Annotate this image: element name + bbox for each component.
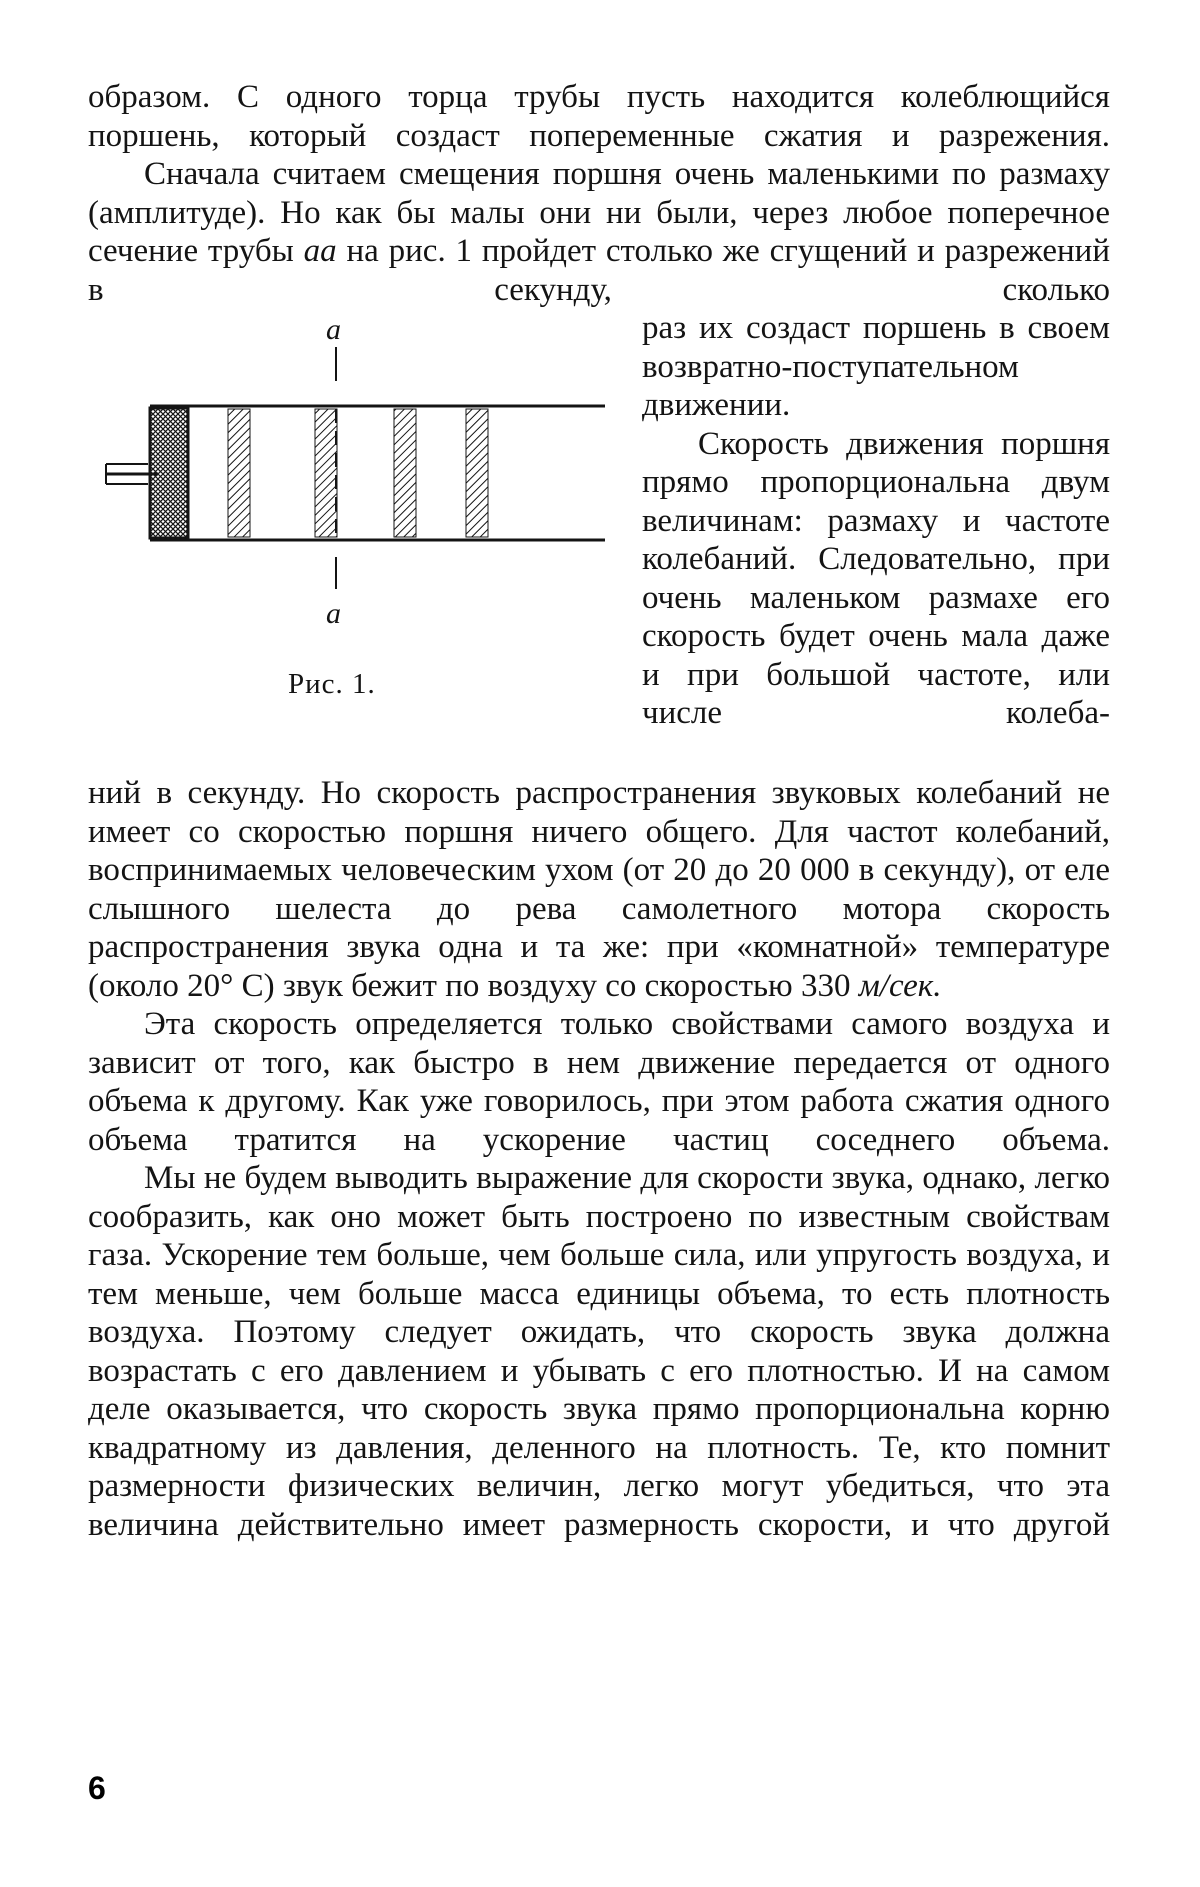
paragraph-2-text-a: Сначала считаем смещения поршня очень маленькими по размаху (амплитуде). Но как бы малы они ни были, через любое поперечное сечение трубы: [88, 156, 1110, 269]
section-label-aa: аа: [303, 233, 337, 269]
paragraph-2-text-b: на рис. 1 пройдет столько же сгущений и разрежений в секунду, сколько: [88, 233, 1110, 308]
page-number: 6: [88, 1770, 106, 1806]
paragraph-4: Эта скорость определяется только свойствами самого воздуха и зависит от того, как быстро в нем движение передается от одного объема к другому. Как уже говорилось, при этом работа сжатия одного объема тратится на ускорение частиц соседнего объема.: [88, 1006, 1110, 1158]
page-text: [88, 78, 1110, 1544]
tube-piston-diagram: [88, 309, 618, 774]
piston: [150, 408, 188, 538]
paragraph-1: образом. С одного торца трубы пусть находится колеблющийся поршень, который создаст попеременные сжатия и разрежения.: [88, 79, 1110, 154]
label-a-top: a: [326, 313, 341, 346]
paragraph-3: [88, 774, 1110, 1005]
paragraph-3-wrap: Скорость движения поршня прямо пропорциональна двум величинам: размаху и частоте колебаний. Следовательно, при очень маленьком размахе его скорость будет очень мала даже и при большой частоте, или числе колеба-: [642, 425, 1110, 731]
label-a-bottom: a: [326, 597, 341, 630]
paragraph-2-wrap: раз их создаст поршень в своем возвратно-поступательном движении.: [642, 310, 1110, 423]
speed-unit: м/сек.: [858, 967, 942, 1004]
compression-layers: [228, 409, 488, 537]
figure-1: [88, 309, 618, 774]
paragraph-5: Мы не будем выводить выражение для скорости звука, однако, легко сообразить, как оно может быть построено по известным свойствам газа. Ускорение тем больше, чем больше сила, или упругость воздуха, и тем меньше, чем больше масса единицы объема, то есть плотность воздуха. Поэтому следует ожидать, что скорость звука должна возрастать с его давлением и убывать с его плотностью. И на самом деле оказывается, что скорость звука прямо пропорциональна корню квадратному из давления, деленного на плотность. Те, кто помнит размерности физических величин, легко могут убедиться, что эта величина действительно имеет размерность скорости, и что другой: [88, 1160, 1110, 1543]
figure-caption: Рис. 1.: [288, 668, 376, 700]
paragraph-3-text: ний в секунду. Но скорость распространения звуковых колебаний не имеет со скоростью поршня ничего общего. Для частот колебаний, воспринимаемых человеческим ухом (от 20 до 20 000 в секунду), от еле слышного шелеста до рева самолетного мотора скорость распространения звука одна и та же: при «комнатной» температуре (около 20° С) звук бежит по воздуху со скоростью 330: [88, 775, 1110, 1004]
paragraph-2: [88, 155, 1110, 309]
